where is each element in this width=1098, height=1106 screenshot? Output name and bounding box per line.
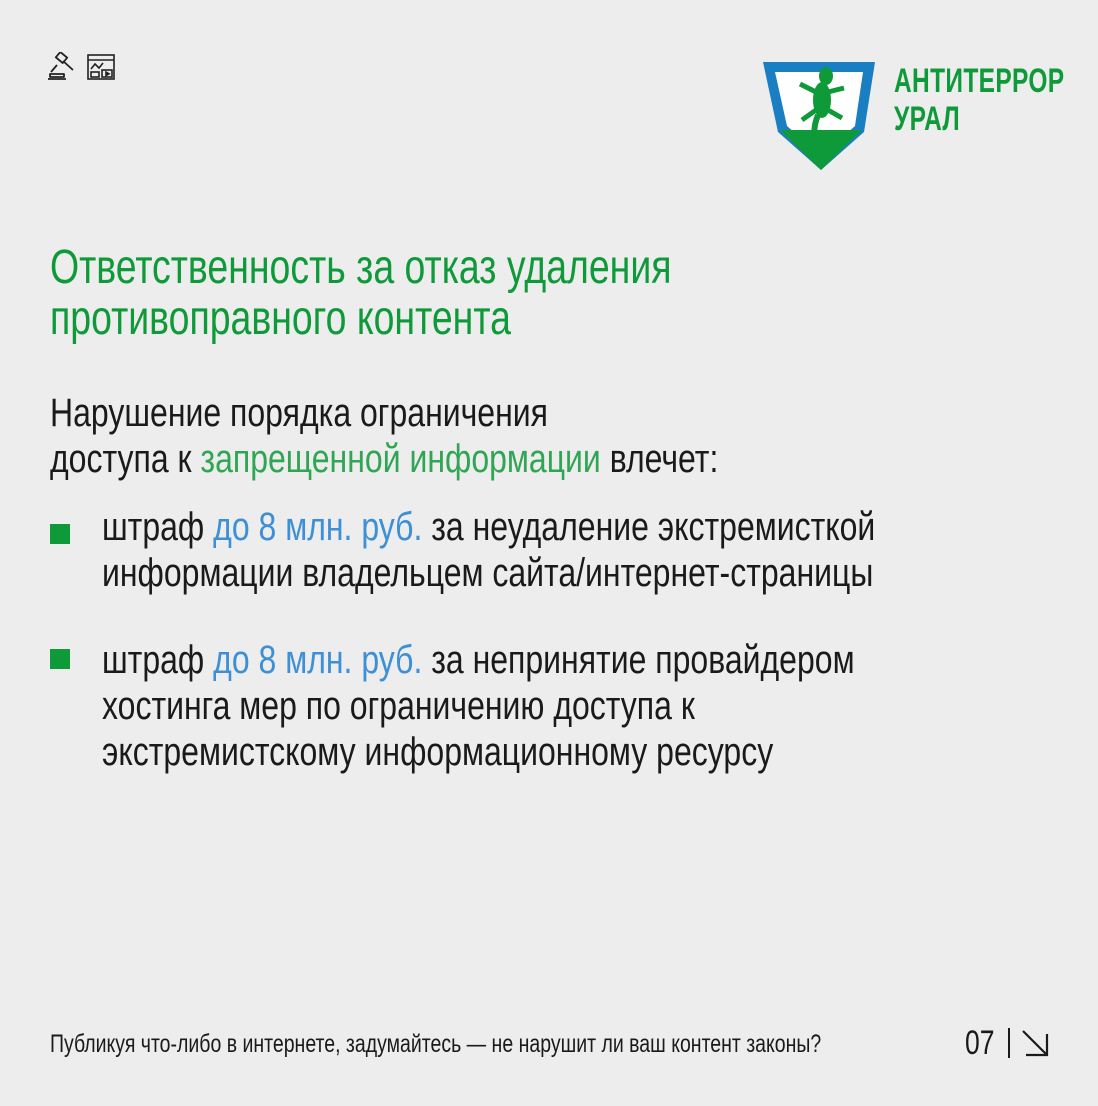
list-item-line-2: хостинга мер по ограничению доступа к	[102, 684, 695, 728]
shield-lizard-icon	[760, 50, 882, 172]
fine-amount: до 8 млн. руб.	[213, 638, 423, 682]
list-item-text	[102, 504, 875, 596]
fine-reason: за неудаление экстремисткой	[422, 505, 876, 549]
page-number: 07	[965, 1024, 995, 1062]
fine-label: штраф	[102, 505, 214, 549]
header-icons	[48, 52, 116, 82]
intro-paragraph	[50, 390, 718, 482]
fine-label: штраф	[102, 638, 214, 682]
intro-highlight: запрещенной информации	[200, 437, 601, 481]
list-item-text	[102, 637, 855, 775]
logo	[760, 50, 1065, 175]
gavel-icon	[48, 52, 78, 82]
arrow-down-right-icon[interactable]	[1020, 1028, 1050, 1058]
logo-line-1: АНТИТЕРРОР	[894, 62, 1065, 100]
fine-reason: за непринятие провайдером	[422, 638, 855, 682]
intro-line-2	[50, 436, 718, 482]
intro-line-1: Нарушение порядка ограничения	[50, 391, 548, 435]
bullet-square-icon	[50, 524, 70, 544]
title-line-1: Ответственность за отказ удаления	[50, 241, 672, 294]
title-line-2: противоправного контента	[50, 292, 511, 345]
media-window-icon	[86, 52, 116, 82]
page-title	[50, 242, 672, 344]
footer-text: Публикуя что-либо в интернете, задумайтесь — не нарушит ли ваш контент законы?	[50, 1030, 822, 1058]
bullet-square-icon	[50, 649, 70, 669]
intro-text: доступа к	[50, 437, 201, 481]
intro-text-end: влечет:	[600, 437, 719, 481]
list-item-line-2: информации владельцем сайта/интернет-страницы	[102, 551, 874, 595]
fine-amount: до 8 млн. руб.	[213, 505, 423, 549]
list-item-line-1	[102, 504, 875, 550]
list-item-line-3: экстремистскому информационному ресурсу	[102, 730, 774, 774]
list-item-line-1	[102, 637, 855, 683]
footer-divider	[1008, 1028, 1010, 1058]
logo-text	[894, 62, 1064, 138]
logo-line-2: УРАЛ	[894, 100, 961, 138]
